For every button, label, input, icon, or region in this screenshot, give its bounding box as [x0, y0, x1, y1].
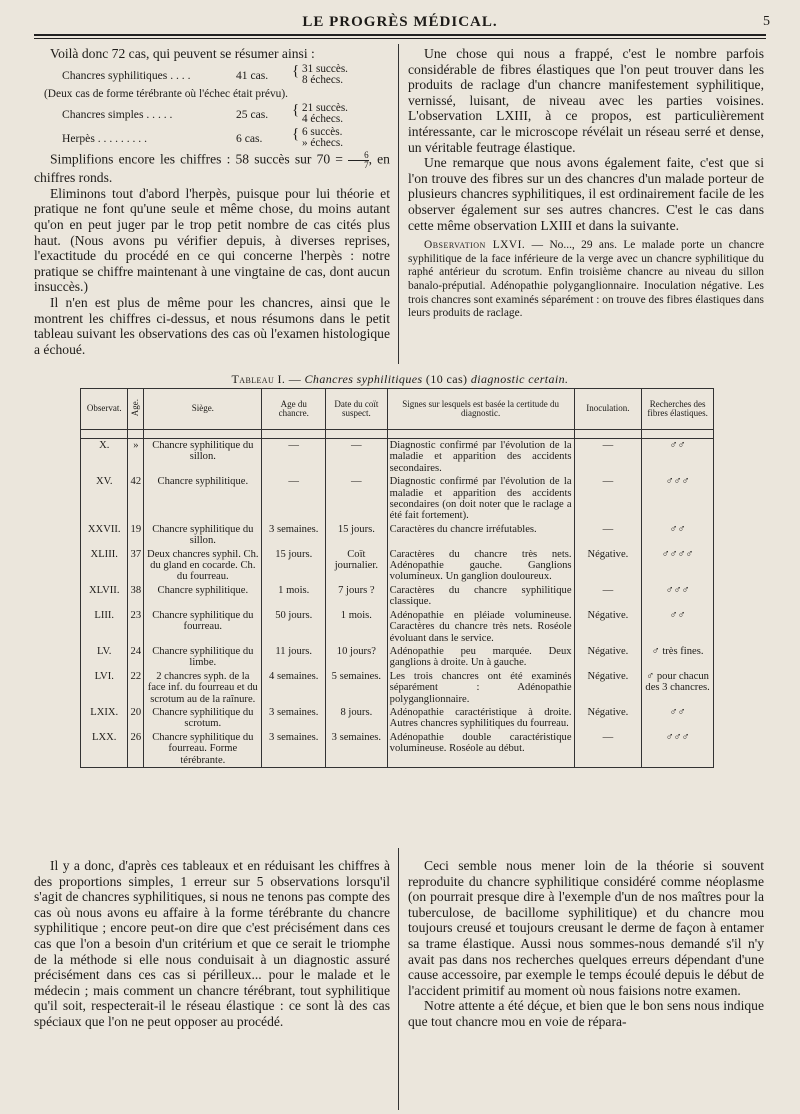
cell-coit-date: 10 jours? [326, 645, 388, 670]
cell-observation: LIII. [81, 609, 128, 645]
cell-observation: LVI. [81, 670, 128, 706]
cell-observation: XXVII. [81, 523, 128, 548]
header-rule-thin [34, 38, 766, 39]
header-rule [34, 34, 766, 36]
cell-signs: Adénopathie caractéristique à droite. Autres chancres syphilitiques du fourreau. [387, 706, 574, 731]
cell-research: ♂♂ [642, 609, 714, 645]
stat-success: 31 succès. [302, 62, 348, 75]
cell-age: 22 [128, 670, 144, 706]
stat-label: Herpès . . . . . . . . . [62, 132, 148, 146]
stat-count: 41 cas. [236, 68, 269, 82]
cell-observation: X. [81, 439, 128, 476]
table-row [81, 475, 714, 523]
caption-italic-end: diagnostic certain. [470, 372, 569, 386]
cell-inoculation: Négative. [574, 548, 642, 584]
stat-syphilitic [34, 62, 390, 88]
stat-herpes [34, 125, 390, 151]
stat-label: Chancres simples . . . . . [62, 108, 173, 122]
cell-research: ♂♂ [642, 523, 714, 548]
cell-age: 38 [128, 584, 144, 609]
cell-site: Deux chancres syphil. Ch. du gland en cocarde. Ch. du fourreau. [144, 548, 262, 584]
cell-observation: LXX. [81, 731, 128, 768]
paragraph-elastic-fibres: Une chose qui nous a frappé, c'est le nombre parfois considérable de fibres élastiques que l'on peut trouver dans les produits de raclage d'un chancre manifestement syphilitique, vernissé, luisant, de niveau avec les parties voisines. L'observation LXIII, à ce propos, est particulièrement intéressante, car le microscope révélait un réseau serré et dense, un véritable feutrage élastique. [408, 46, 764, 155]
table-caption [40, 372, 760, 387]
brace: { [292, 102, 300, 119]
cell-inoculation: — [574, 523, 642, 548]
paragraph-theory: Ceci semble nous mener loin de la théorie si souvent reproduite du chancre syphilitique considéré comme néoplasme (on pourrait presque dire à l'exemple d'un de nos maîtres pour la tuberculose, de bacillome syphilitique) et du chancre mou toujours creusé et toujours creusant le derme de façon à entamer sa trame élastique. Aussi nous sommes-nous demandé s'il n'y avait pas dans nos recherches quelques erreurs dépendant d'une cause accessoire, par exemple le temps écoulé depuis le début de l'accident primitif au moment où nous faisions notre examen. [408, 858, 764, 998]
right-column-top [408, 46, 764, 321]
cell-research: ♂ très fines. [642, 645, 714, 670]
cell-coit-date: 3 semaines. [326, 731, 388, 768]
cell-inoculation: Négative. [574, 670, 642, 706]
cell-chancre-age: — [262, 439, 326, 476]
column-divider-top [398, 44, 399, 364]
caption-mid: (10 cas) [422, 372, 471, 386]
cell-inoculation: Négative. [574, 645, 642, 670]
cell-coit-date: Coït journalier. [326, 548, 388, 584]
col-header-signs: Signes sur lesquels est basée la certitude du diagnostic. [387, 389, 574, 430]
cell-signs: Adénopathie en pléiade volumineuse. Caractères du chancre très nets. Roséole évoluant dans le service. [387, 609, 574, 645]
fraction-numerator: 6 [348, 151, 369, 161]
cell-age: 19 [128, 523, 144, 548]
col-header-age [128, 389, 144, 430]
note-terebrant: (Deux cas de forme térébrante où l'échec était prévu). [44, 87, 288, 100]
cell-site: Chancre syphilitique du sillon. [144, 439, 262, 476]
left-column-bottom [34, 858, 390, 1030]
stat-results [302, 127, 343, 149]
cell-chancre-age: — [262, 475, 326, 523]
cell-age: 24 [128, 645, 144, 670]
table-row [81, 523, 714, 548]
cell-site: Chancre syphilitique du fourreau. Forme térébrante. [144, 731, 262, 768]
cell-site: Chancre syphilitique du sillon. [144, 523, 262, 548]
cell-inoculation: — [574, 584, 642, 609]
observation-heading: Observation LXVI. [424, 239, 526, 252]
paragraph-chancres: Il n'en est plus de même pour les chancres, ainsi que le montrent les chiffres ci-dessus, et nous résumons dans le petit tableau suivant les observations des cas où l'examen histologique a échoué. [34, 294, 390, 357]
cell-signs: Adénopathie double caractéristique volumineuse. Roséole au début. [387, 731, 574, 768]
syphilitic-chancres-table [80, 388, 714, 768]
fraction-denominator: 7 [364, 160, 369, 171]
simplify-text: Simplifions encore les chiffres : 58 succès sur 70 = [50, 151, 343, 167]
stat-success: 21 succès. [302, 102, 348, 115]
cell-research: ♂ pour chacun des 3 chancres. [642, 670, 714, 706]
col-header-site: Siège. [144, 389, 262, 430]
cell-observation: XLIII. [81, 548, 128, 584]
table-row [81, 645, 714, 670]
paragraph-remark: Une remarque que nous avons également faite, c'est que si l'on trouve des fibres sur un des chancres d'un malade porteur de plusieurs chancres syphilitiques, il est ordinairement facile de les observer également sur ses autres chancres. C'est le cas dans cette même observation LXIII et dans la suivante. [408, 155, 764, 233]
stat-failure: 4 échecs. [302, 113, 343, 126]
cell-coit-date: — [326, 475, 388, 523]
col-header-research: Recherches des fibres élastiques. [642, 389, 714, 430]
right-column-bottom [408, 858, 764, 1030]
table-row [81, 731, 714, 768]
journal-title: LE PROGRÈS MÉDICAL. [302, 14, 498, 30]
fraction [348, 151, 369, 170]
cell-observation: LV. [81, 645, 128, 670]
cell-inoculation: — [574, 439, 642, 476]
stat-count: 6 cas. [236, 132, 263, 146]
cell-age: 26 [128, 731, 144, 768]
simplify-line [34, 151, 390, 186]
stat-failure: 8 échecs. [302, 73, 343, 86]
cell-signs: Diagnostic confirmé par l'évolution de la maladie et apparition des accidents secondaires (on doit noter que le raclage a été fait fortement). [387, 475, 574, 523]
cell-research: ♂♂♂ [642, 584, 714, 609]
cell-coit-date: 15 jours. [326, 523, 388, 548]
cell-inoculation: — [574, 475, 642, 523]
age-header-text: Age. [130, 399, 141, 417]
simplify-end: , en chiffres ronds. [34, 151, 390, 186]
cell-chancre-age: 3 semaines. [262, 731, 326, 768]
cell-research: ♂♂♂ [642, 475, 714, 523]
table-row [81, 670, 714, 706]
stat-success: 6 succès. [302, 126, 343, 139]
cell-chancre-age: 11 jours. [262, 645, 326, 670]
caption-italic: Chancres syphilitiques [304, 372, 423, 386]
cell-chancre-age: 3 semaines. [262, 706, 326, 731]
observation-text: — No..., 29 ans. Le malade porte un chancre syphilitique de la face inférieure de la verge avec un chancre syphilitique du raphé antérieur du scrotum. Enfin troisième chancre au niveau du sillon banalo-préputial. Adénopathie polyganglionnaire. Inoculation négative. Les trois chancres sont examinés séparément : on trouve des fibres élastiques dans leurs produits de raclage. [408, 239, 765, 320]
cell-age: 20 [128, 706, 144, 731]
cell-site: 2 chancres syph. de la face inf. du fourreau et du scrotum au de la raînure. [144, 670, 262, 706]
table-row [81, 706, 714, 731]
cell-coit-date: 8 jours. [326, 706, 388, 731]
cell-research: ♂♂ [642, 439, 714, 476]
cell-signs: Diagnostic confirmé par l'évolution de la maladie et apparition des accidents secondaires. [387, 439, 574, 476]
cell-chancre-age: 50 jours. [262, 609, 326, 645]
table-row [81, 584, 714, 609]
cell-coit-date: — [326, 439, 388, 476]
cell-signs: Adénopathie peu marquée. Deux ganglions à droite. Un à gauche. [387, 645, 574, 670]
cell-site: Chancre syphilitique du limbe. [144, 645, 262, 670]
cell-age: 23 [128, 609, 144, 645]
cell-signs: Caractères du chancre irréfutables. [387, 523, 574, 548]
table-row [81, 439, 714, 476]
observation-lxvi [408, 239, 764, 321]
stat-simple [34, 101, 390, 125]
paragraph-error-rate: Il y a donc, d'après ces tableaux et en réduisant les chiffres à des proportions simples, 1 erreur sur 5 observations lorsqu'il s'agit de chancres syphilitiques, si nous ne tenons pas compte des cas où nous avons eu affaire à la forme térébrante du chancre syphilitique ; encore peut-on dire que c'est précisément dans ces cas que l'on a besoin d'un critérium et que ce serait le triomphe de la méthode si elle nous conduisait à un diagnostic assuré précisément dans ces cas si périlleux... pour le malade et le médecin ; mais comment un chancre térébrant, tout syphilitique qu'il soit, respecterait-il le réseau élastique : ce sont là des cas spéciaux que l'on ne peut opposer au procédé. [34, 858, 390, 1029]
cell-site: Chancre syphilitique du scrotum. [144, 706, 262, 731]
stat-results [302, 64, 348, 86]
column-divider-bottom [398, 848, 399, 1110]
cell-chancre-age: 3 semaines. [262, 523, 326, 548]
cell-site: Chancre syphilitique. [144, 584, 262, 609]
cell-research: ♂♂♂ [642, 731, 714, 768]
cell-observation: XLVII. [81, 584, 128, 609]
cell-age: » [128, 439, 144, 476]
col-header-observation: Observat. [81, 389, 128, 430]
header-gap-row [81, 430, 714, 439]
cell-chancre-age: 4 semaines. [262, 670, 326, 706]
col-header-chancre-age: Age du chancre. [262, 389, 326, 430]
paragraph-expectation: Notre attente a été déçue, et bien que le bon sens nous indique que tout chancre mou en voie de répara- [408, 998, 764, 1029]
cell-research: ♂♂ [642, 706, 714, 731]
brace: { [292, 126, 300, 143]
stat-failure: » échecs. [302, 137, 343, 150]
cell-age: 37 [128, 548, 144, 584]
table-body [81, 439, 714, 768]
page-number: 5 [763, 14, 770, 29]
cell-research: ♂♂♂♂ [642, 548, 714, 584]
table-header-row [81, 389, 714, 430]
cell-inoculation: Négative. [574, 706, 642, 731]
col-header-inoculation: Inoculation. [574, 389, 642, 430]
cell-inoculation: — [574, 731, 642, 768]
cell-site: Chancre syphilitique du fourreau. [144, 609, 262, 645]
paragraph-herpes: Eliminons tout d'abord l'herpès, puisque pour lui théorie et pratique ne font qu'une seule et même chose, du moins autant qu'on en peut juger par le trop petit nombre de cas cités plus haut. (Nous avons pu vérifier depuis, à diverses reprises, l'exactitude du procédé en ce qui concerne l'herpès : notre pratique se chiffre maintenant à une vingtaine de cas, dont aucun insuccès.) [34, 185, 390, 295]
table-row [81, 548, 714, 584]
caption-prefix: Tableau I. — [231, 372, 305, 386]
cell-coit-date: 1 mois. [326, 609, 388, 645]
cell-chancre-age: 1 mois. [262, 584, 326, 609]
stat-count: 25 cas. [236, 108, 269, 122]
stat-results [302, 103, 348, 125]
stat-label: Chancres syphilitiques . . . . [62, 68, 191, 82]
cell-age: 42 [128, 475, 144, 523]
table-row [81, 609, 714, 645]
summary-intro: Voilà donc 72 cas, qui peuvent se résumer ainsi : [50, 46, 315, 61]
cell-signs: Les trois chancres ont été examinés séparément : Adénopathie polyganglionnaire. [387, 670, 574, 706]
cell-observation: XV. [81, 475, 128, 523]
cell-coit-date: 5 semaines. [326, 670, 388, 706]
cell-coit-date: 7 jours ? [326, 584, 388, 609]
left-column-top [34, 46, 390, 357]
col-header-coit-date: Date du coït suspect. [326, 389, 388, 430]
cell-signs: Caractères du chancre très nets. Adénopathie gauche. Ganglions volumineux. Un ganglion douloureux. [387, 548, 574, 584]
cell-observation: LXIX. [81, 706, 128, 731]
brace: { [292, 62, 300, 79]
cell-site: Chancre syphilitique. [144, 475, 262, 523]
cell-chancre-age: 15 jours. [262, 548, 326, 584]
cell-inoculation: Négative. [574, 609, 642, 645]
cell-signs: Caractères du chancre syphilitique classique. [387, 584, 574, 609]
